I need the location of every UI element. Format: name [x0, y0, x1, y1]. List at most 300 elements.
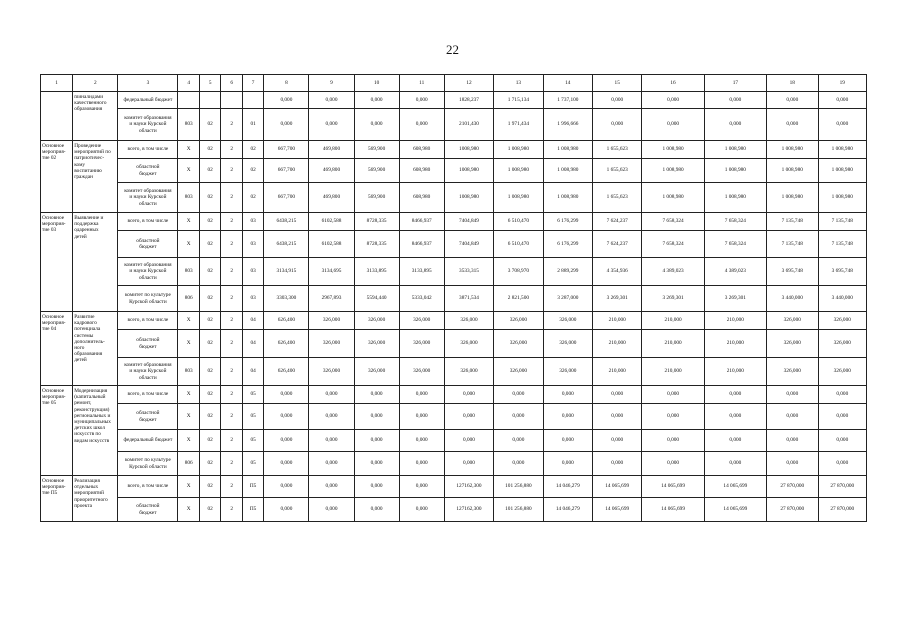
amount-cell: 6 176,299: [543, 213, 592, 231]
amount-cell: 3303,300: [264, 286, 309, 312]
amount-cell: 0,000: [399, 452, 444, 476]
table-row: [41, 92, 867, 109]
budget-code: 02: [199, 183, 220, 213]
amount-cell: 626,400: [264, 330, 309, 358]
amount-cell: 4 389,023: [642, 258, 704, 286]
budget-code: 2: [221, 159, 242, 183]
budget-code: 01: [242, 109, 263, 141]
column-number-row: [41, 75, 867, 92]
amount-cell: 0,000: [767, 92, 819, 109]
amount-cell: 326,000: [494, 330, 543, 358]
amount-cell: 469,800: [309, 159, 354, 183]
budget-code: 2: [221, 330, 242, 358]
amount-cell: 7 658,324: [642, 231, 704, 258]
budget-code: X: [178, 330, 199, 358]
amount-cell: 0,000: [399, 476, 444, 498]
amount-cell: 0,000: [444, 386, 493, 404]
amount-cell: 0,000: [354, 109, 399, 141]
funding-source: всего, в том числе: [118, 312, 178, 330]
budget-code: 2: [221, 386, 242, 404]
amount-cell: 7 135,748: [767, 231, 819, 258]
budget-code: П5: [242, 476, 263, 498]
amount-cell: 0,000: [354, 452, 399, 476]
amount-cell: 1008,980: [444, 141, 493, 159]
amount-cell: 27 870,000: [767, 476, 819, 498]
amount-cell: 8728,335: [354, 213, 399, 231]
column-number: 12: [444, 75, 493, 92]
amount-cell: 0,000: [354, 404, 399, 430]
amount-cell: 0,000: [642, 386, 704, 404]
amount-cell: 210,000: [642, 312, 704, 330]
measure-description: mиналидами качественного образования: [73, 92, 118, 141]
column-number: 8: [264, 75, 309, 92]
amount-cell: 326,000: [543, 358, 592, 386]
amount-cell: 14 065,699: [593, 498, 642, 522]
column-number: 11: [399, 75, 444, 92]
amount-cell: 326,000: [309, 330, 354, 358]
amount-cell: 0,000: [354, 430, 399, 452]
funding-source: комитет образования и науки Курской области: [118, 258, 178, 286]
measure-description: Реализация отдельных мероприятий приоритетного проекта: [73, 476, 118, 522]
budget-code: 02: [199, 109, 220, 141]
amount-cell: 2 821,500: [494, 286, 543, 312]
table-row: [41, 498, 867, 522]
amount-cell: 14 065,699: [642, 476, 704, 498]
measure-name: Основное мероприя- тие 04: [41, 312, 73, 386]
amount-cell: 210,000: [593, 330, 642, 358]
amount-cell: 0,000: [264, 404, 309, 430]
amount-cell: 326,000: [543, 330, 592, 358]
budget-code: 05: [242, 452, 263, 476]
amount-cell: 14 065,699: [704, 498, 766, 522]
funding-source: областной бюджет: [118, 330, 178, 358]
funding-source: федеральный бюджет: [118, 430, 178, 452]
budget-code: 2: [221, 358, 242, 386]
amount-cell: 1 971,434: [494, 109, 543, 141]
budget-code: 2: [221, 141, 242, 159]
table-row: [41, 159, 867, 183]
amount-cell: 3 269,301: [704, 286, 766, 312]
amount-cell: 0,000: [399, 109, 444, 141]
amount-cell: 0,000: [543, 452, 592, 476]
budget-code: X: [178, 159, 199, 183]
budget-code: 02: [199, 452, 220, 476]
amount-cell: 326,000: [543, 312, 592, 330]
amount-cell: 210,000: [704, 330, 766, 358]
amount-cell: 0,000: [593, 404, 642, 430]
amount-cell: 6438,215: [264, 231, 309, 258]
amount-cell: 3 440,000: [818, 286, 866, 312]
table-row: [41, 183, 867, 213]
amount-cell: 326,000: [444, 358, 493, 386]
amount-cell: 0,000: [593, 430, 642, 452]
amount-cell: 569,900: [354, 159, 399, 183]
funding-source: комитет образования и науки Курской области: [118, 358, 178, 386]
funding-source: всего, в том числе: [118, 141, 178, 159]
amount-cell: 0,000: [767, 109, 819, 141]
amount-cell: 14 065,699: [642, 498, 704, 522]
column-number: 4: [178, 75, 199, 92]
budget-table: [40, 74, 867, 522]
budget-code: 02: [199, 476, 220, 498]
budget-code: 03: [242, 213, 263, 231]
column-number: 1: [41, 75, 73, 92]
budget-code: 02: [199, 213, 220, 231]
amount-cell: 0,000: [309, 109, 354, 141]
measure-description: Развитие кадрового потенциала системы дополнитель- ного образования детей: [73, 312, 118, 386]
column-number: 13: [494, 75, 543, 92]
amount-cell: 3 287,000: [543, 286, 592, 312]
amount-cell: 0,000: [704, 452, 766, 476]
amount-cell: 0,000: [264, 498, 309, 522]
amount-cell: 27 870,000: [818, 476, 866, 498]
amount-cell: 1008,980: [444, 183, 493, 213]
amount-cell: 667,700: [264, 159, 309, 183]
amount-cell: 1 008,980: [494, 141, 543, 159]
budget-code: [199, 92, 220, 109]
amount-cell: 326,000: [354, 358, 399, 386]
amount-cell: 626,400: [264, 358, 309, 386]
amount-cell: 0,000: [309, 430, 354, 452]
amount-cell: 608,980: [399, 141, 444, 159]
amount-cell: 326,000: [818, 312, 866, 330]
column-number: 6: [221, 75, 242, 92]
amount-cell: 7 624,237: [593, 231, 642, 258]
amount-cell: 14 046,279: [543, 476, 592, 498]
budget-code: 02: [199, 231, 220, 258]
amount-cell: 1 008,980: [704, 159, 766, 183]
amount-cell: 1 008,980: [767, 141, 819, 159]
budget-code: 04: [242, 358, 263, 386]
budget-code: 2: [221, 258, 242, 286]
amount-cell: 0,000: [354, 498, 399, 522]
amount-cell: 1 008,980: [642, 141, 704, 159]
amount-cell: 1828,237: [444, 92, 493, 109]
column-number: 5: [199, 75, 220, 92]
amount-cell: 0,000: [399, 404, 444, 430]
funding-source: областной бюджет: [118, 231, 178, 258]
amount-cell: 0,000: [399, 430, 444, 452]
amount-cell: 0,000: [444, 404, 493, 430]
funding-source: областной бюджет: [118, 159, 178, 183]
budget-code: 803: [178, 109, 199, 141]
funding-source: всего, в том числе: [118, 476, 178, 498]
amount-cell: 0,000: [309, 452, 354, 476]
column-number: 18: [767, 75, 819, 92]
amount-cell: 0,000: [642, 109, 704, 141]
amount-cell: 0,000: [309, 476, 354, 498]
budget-code: 02: [199, 358, 220, 386]
amount-cell: 326,000: [444, 312, 493, 330]
amount-cell: 0,000: [444, 430, 493, 452]
amount-cell: 8728,335: [354, 231, 399, 258]
amount-cell: 101 256,880: [494, 498, 543, 522]
amount-cell: 326,000: [818, 330, 866, 358]
amount-cell: 127162,300: [444, 476, 493, 498]
amount-cell: 0,000: [642, 92, 704, 109]
amount-cell: 569,900: [354, 141, 399, 159]
amount-cell: 326,000: [309, 312, 354, 330]
funding-source: комитет образования и науки Курской области: [118, 109, 178, 141]
amount-cell: 0,000: [309, 386, 354, 404]
column-number: 7: [242, 75, 263, 92]
amount-cell: 7 135,748: [818, 213, 866, 231]
amount-cell: 3 695,748: [818, 258, 866, 286]
amount-cell: 2967,893: [309, 286, 354, 312]
amount-cell: 0,000: [354, 476, 399, 498]
amount-cell: 210,000: [704, 312, 766, 330]
amount-cell: 469,800: [309, 141, 354, 159]
budget-code: 05: [242, 386, 263, 404]
amount-cell: 0,000: [543, 430, 592, 452]
table-row: [41, 404, 867, 430]
amount-cell: 0,000: [818, 386, 866, 404]
amount-cell: 0,000: [593, 109, 642, 141]
amount-cell: 0,000: [704, 109, 766, 141]
amount-cell: 1 737,100: [543, 92, 592, 109]
amount-cell: 1 008,980: [818, 159, 866, 183]
budget-code: П5: [242, 498, 263, 522]
budget-code: X: [178, 498, 199, 522]
amount-cell: 0,000: [354, 386, 399, 404]
amount-cell: 0,000: [354, 92, 399, 109]
budget-code: X: [178, 386, 199, 404]
amount-cell: 3134,915: [264, 258, 309, 286]
amount-cell: 0,000: [767, 404, 819, 430]
amount-cell: 0,000: [399, 498, 444, 522]
amount-cell: 0,000: [704, 430, 766, 452]
amount-cell: 569,900: [354, 183, 399, 213]
amount-cell: 1 655,623: [593, 141, 642, 159]
amount-cell: 469,800: [309, 183, 354, 213]
amount-cell: 1 008,980: [494, 159, 543, 183]
amount-cell: 326,000: [354, 330, 399, 358]
amount-cell: 8466,937: [399, 213, 444, 231]
amount-cell: 1 655,623: [593, 159, 642, 183]
amount-cell: 1008,980: [444, 159, 493, 183]
table-row: [41, 330, 867, 358]
budget-code: 03: [242, 231, 263, 258]
measure-description: Модернизация (капитальный ремонт, реконструкция) региональных и муниципальных детских школ искусств по видам искусств: [73, 386, 118, 476]
amount-cell: 608,980: [399, 159, 444, 183]
amount-cell: 0,000: [264, 476, 309, 498]
budget-code: 803: [178, 358, 199, 386]
amount-cell: 7 135,748: [818, 231, 866, 258]
amount-cell: 1 996,666: [543, 109, 592, 141]
budget-code: 2: [221, 452, 242, 476]
amount-cell: 0,000: [264, 430, 309, 452]
budget-code: 02: [199, 141, 220, 159]
amount-cell: 6 510,470: [494, 231, 543, 258]
amount-cell: 0,000: [767, 386, 819, 404]
amount-cell: 0,000: [704, 92, 766, 109]
budget-code: 05: [242, 404, 263, 430]
column-number: 15: [593, 75, 642, 92]
funding-source: областной бюджет: [118, 404, 178, 430]
amount-cell: 326,000: [399, 312, 444, 330]
amount-cell: 326,000: [767, 358, 819, 386]
amount-cell: 5333,042: [399, 286, 444, 312]
budget-code: [221, 92, 242, 109]
budget-code: X: [178, 476, 199, 498]
amount-cell: 1 655,623: [593, 183, 642, 213]
amount-cell: 6102,588: [309, 231, 354, 258]
amount-cell: 3 695,748: [767, 258, 819, 286]
amount-cell: 608,980: [399, 183, 444, 213]
page-number: 22: [446, 42, 459, 57]
budget-code: 04: [242, 330, 263, 358]
amount-cell: 326,000: [767, 312, 819, 330]
amount-cell: 0,000: [494, 430, 543, 452]
amount-cell: 0,000: [264, 386, 309, 404]
amount-cell: 3533,315: [444, 258, 493, 286]
amount-cell: 210,000: [593, 312, 642, 330]
amount-cell: 1 715,134: [494, 92, 543, 109]
budget-code: 2: [221, 231, 242, 258]
amount-cell: 626,400: [264, 312, 309, 330]
amount-cell: 2101,430: [444, 109, 493, 141]
amount-cell: 0,000: [704, 404, 766, 430]
amount-cell: 0,000: [264, 452, 309, 476]
amount-cell: 6 510,470: [494, 213, 543, 231]
amount-cell: 210,000: [642, 330, 704, 358]
amount-cell: 6 176,299: [543, 231, 592, 258]
amount-cell: 0,000: [767, 452, 819, 476]
budget-code: 02: [242, 183, 263, 213]
amount-cell: 1 008,980: [642, 159, 704, 183]
amount-cell: 0,000: [818, 92, 866, 109]
amount-cell: 1 008,980: [543, 141, 592, 159]
amount-cell: 127162,300: [444, 498, 493, 522]
budget-code: [242, 92, 263, 109]
amount-cell: 326,000: [444, 330, 493, 358]
amount-cell: 14 065,699: [593, 476, 642, 498]
table-row: [41, 258, 867, 286]
budget-code: X: [178, 231, 199, 258]
table-row: [41, 109, 867, 141]
amount-cell: 0,000: [543, 386, 592, 404]
amount-cell: 0,000: [444, 452, 493, 476]
amount-cell: 326,000: [354, 312, 399, 330]
budget-code: X: [178, 312, 199, 330]
amount-cell: 0,000: [264, 109, 309, 141]
amount-cell: 326,000: [494, 312, 543, 330]
budget-code: 2: [221, 213, 242, 231]
amount-cell: 0,000: [494, 404, 543, 430]
amount-cell: 0,000: [309, 498, 354, 522]
amount-cell: 7 624,237: [593, 213, 642, 231]
funding-source: комитет по культуре Курской области: [118, 452, 178, 476]
amount-cell: 0,000: [818, 452, 866, 476]
budget-code: 03: [242, 258, 263, 286]
amount-cell: 3133,895: [354, 258, 399, 286]
measure-name: Основное мероприя- тие 02: [41, 141, 73, 213]
measure-name: Основное мероприя- тие 03: [41, 213, 73, 312]
funding-source: всего, в том числе: [118, 213, 178, 231]
budget-code: 02: [199, 258, 220, 286]
amount-cell: 326,000: [399, 358, 444, 386]
amount-cell: 3134,695: [309, 258, 354, 286]
amount-cell: 0,000: [309, 92, 354, 109]
amount-cell: 4 354,936: [593, 258, 642, 286]
amount-cell: 27 870,000: [818, 498, 866, 522]
amount-cell: 1 008,980: [704, 183, 766, 213]
amount-cell: 0,000: [543, 404, 592, 430]
amount-cell: 27 870,000: [767, 498, 819, 522]
budget-code: X: [178, 213, 199, 231]
budget-code: 04: [242, 312, 263, 330]
amount-cell: 2 889,299: [543, 258, 592, 286]
budget-code: 02: [199, 312, 220, 330]
amount-cell: 1 008,980: [767, 159, 819, 183]
budget-code: 2: [221, 476, 242, 498]
budget-code: 02: [199, 430, 220, 452]
column-number: 2: [73, 75, 118, 92]
amount-cell: 0,000: [593, 386, 642, 404]
amount-cell: 1 008,980: [704, 141, 766, 159]
amount-cell: 667,700: [264, 141, 309, 159]
table-row: [41, 476, 867, 498]
budget-code: 02: [242, 159, 263, 183]
budget-code: 02: [199, 498, 220, 522]
funding-source: областной бюджет: [118, 498, 178, 522]
amount-cell: 6102,588: [309, 213, 354, 231]
table-row: [41, 358, 867, 386]
amount-cell: 326,000: [399, 330, 444, 358]
table-row: [41, 386, 867, 404]
budget-code: 02: [199, 159, 220, 183]
budget-code: 05: [242, 430, 263, 452]
amount-cell: 210,000: [642, 358, 704, 386]
amount-cell: 3 440,000: [767, 286, 819, 312]
funding-source: федеральный бюджет: [118, 92, 178, 109]
table-row: [41, 286, 867, 312]
budget-code: 2: [221, 404, 242, 430]
budget-code: 2: [221, 430, 242, 452]
amount-cell: 667,700: [264, 183, 309, 213]
budget-code: [178, 92, 199, 109]
amount-cell: 3 269,301: [593, 286, 642, 312]
column-number: 17: [704, 75, 766, 92]
amount-cell: 7 658,324: [704, 213, 766, 231]
funding-source: всего, в том числе: [118, 386, 178, 404]
measure-description: Проведение мероприятий по патриотичес- кому воспитанию граждан: [73, 141, 118, 213]
amount-cell: 0,000: [399, 92, 444, 109]
measure-description: Выявление и поддержка одаренных детей: [73, 213, 118, 312]
budget-code: 2: [221, 183, 242, 213]
budget-code: 02: [199, 404, 220, 430]
column-number: 3: [118, 75, 178, 92]
budget-code: 2: [221, 109, 242, 141]
budget-code: X: [178, 141, 199, 159]
column-number: 19: [818, 75, 866, 92]
amount-cell: 3871,534: [444, 286, 493, 312]
table-row: [41, 452, 867, 476]
measure-name: Основное мероприя- тие П5: [41, 476, 73, 522]
funding-source: комитет по культуре Курской области: [118, 286, 178, 312]
budget-code: 2: [221, 286, 242, 312]
budget-code: 806: [178, 286, 199, 312]
budget-code: 02: [199, 386, 220, 404]
amount-cell: 7404,849: [444, 231, 493, 258]
amount-cell: 1 008,980: [818, 141, 866, 159]
amount-cell: 6438,215: [264, 213, 309, 231]
budget-code: 02: [199, 286, 220, 312]
amount-cell: 0,000: [818, 109, 866, 141]
budget-code: 803: [178, 183, 199, 213]
amount-cell: 8466,937: [399, 231, 444, 258]
measure-name: [41, 92, 73, 141]
